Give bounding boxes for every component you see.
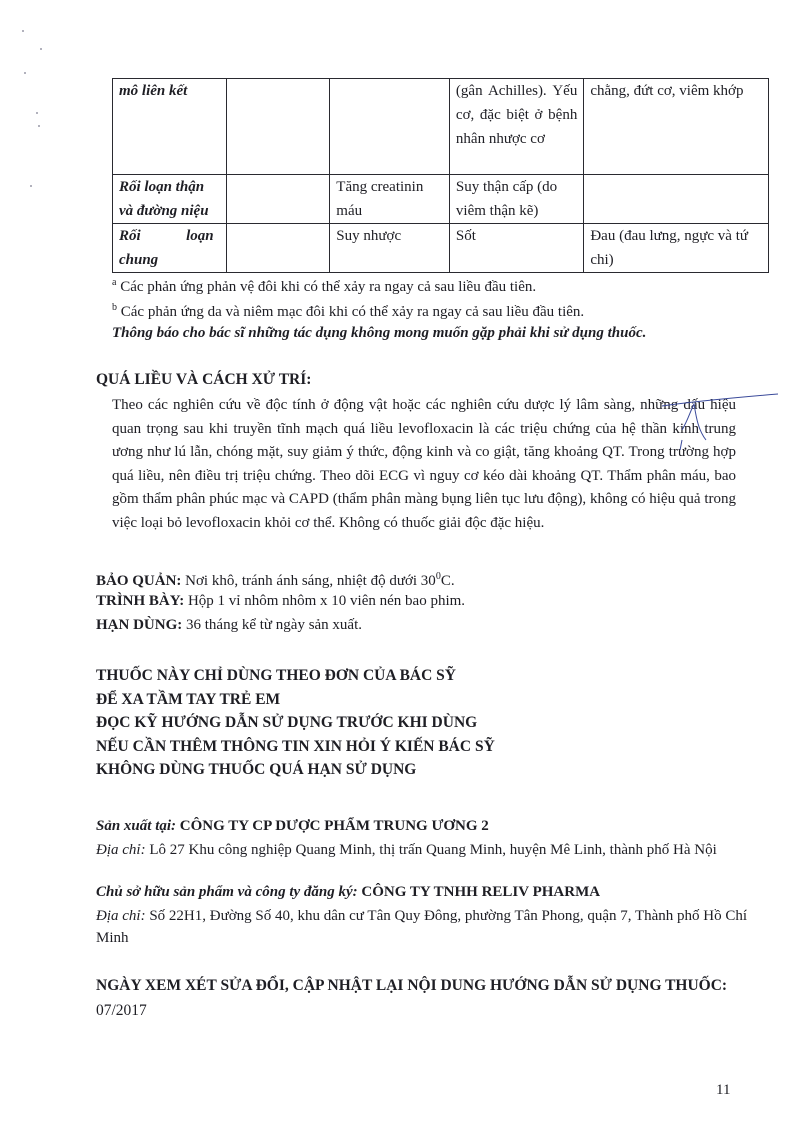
page-number: 11 xyxy=(716,1082,731,1098)
overdose-heading: QUÁ LIỀU VÀ CÁCH XỬ TRÍ: xyxy=(96,371,312,388)
table-cell xyxy=(226,175,330,224)
presentation-line: TRÌNH BÀY: Hộp 1 vỉ nhôm nhôm x 10 viên nén bao phim. xyxy=(96,593,466,609)
expiry-line: HẠN DÙNG: 36 tháng kể từ ngày sản xuất. xyxy=(96,617,363,633)
table-cell: (gân Achilles). Yếu cơ, đặc biệt ở bệnh nhân nhược cơ xyxy=(449,79,583,175)
overdose-body: Theo các nghiên cứu về độc tính ở động vật hoặc các nghiên cứu dược lý lâm sàng, những dấu hiệu quan trọng sau khi truyền tĩnh mạch quá liều levofloxacin là các triệu chứng của hệ thần kinh trung ương như lú lẫn, chóng mặt, suy giảm ý thức, động kinh và co giật, tăng khoảng QT. Trong trường hợp quá liều, nên điều trị triệu chứng. Theo dõi ECG vì nguy cơ kéo dài khoảng QT. Thẩm phân máu, bao gồm thẩm phân phúc mạc và CAPD (thẩm phân màng bụng liên tục lưu động), không có hiệu quả trong việc loại bỏ levofloxacin khỏi cơ thể. Không có thuốc giải độc đặc hiệu. xyxy=(112,397,736,531)
pen-mark-icon xyxy=(660,390,780,450)
scan-speck xyxy=(38,125,40,127)
table-cell: Suy nhược xyxy=(330,224,450,273)
table-cell: Suy thận cấp (do viêm thận kẽ) xyxy=(449,175,583,224)
storage-line: BẢO QUẢN: Nơi khô, tránh ánh sáng, nhiệt độ dưới $30^0C$. xyxy=(96,571,455,589)
table-row xyxy=(113,79,769,175)
scan-speck xyxy=(22,30,24,32)
scan-speck xyxy=(40,48,42,50)
table-cell xyxy=(226,224,330,273)
owner-name: Chủ sở hữu sản phẩm và công ty đăng ký: CÔNG TY TNHH RELIV PHARMA xyxy=(96,884,601,900)
scan-speck xyxy=(36,112,38,114)
warning-line: ĐỌC KỸ HƯỚNG DẪN SỬ DỤNG TRƯỚC KHI DÙNG xyxy=(96,714,478,731)
manufacturer-block xyxy=(96,815,748,861)
warnings-block xyxy=(96,664,495,782)
warning-line: NẾU CẦN THÊM THÔNG TIN XIN HỎI Ý KIẾN BÁC SỸ xyxy=(96,737,495,755)
owner-address: Địa chỉ: Số 22H1, Đường Số 40, khu dân cư Tân Quy Đông, phường Tân Phong, quận 7, Thành phố Hồ Chí Minh xyxy=(96,908,748,946)
footnote-a: $^a$ Các phản ứng phản vệ đôi khi có thể xảy ra ngay cả sau liều đầu tiên. xyxy=(112,277,537,295)
table-row xyxy=(113,175,769,224)
adverse-effects-table xyxy=(112,78,769,273)
table-cell: chằng, đứt cơ, viêm khớp xyxy=(584,79,769,175)
manufacturer-address: Địa chỉ: Lô 27 Khu công nghiệp Quang Minh, thị trấn Quang Minh, huyện Mê Linh, thành phố Hà Nội xyxy=(96,842,717,858)
table-cell xyxy=(584,175,769,224)
table-cell-category: Rối loạn chung xyxy=(113,224,227,273)
table-row xyxy=(113,224,769,273)
scan-speck xyxy=(24,72,26,74)
table-cell-category: Rối loạn thận và đường niệu xyxy=(113,175,227,224)
table-cell-category: mô liên kết xyxy=(113,79,227,175)
warning-line: THUỐC NÀY CHỈ DÙNG THEO ĐƠN CỦA BÁC SỸ xyxy=(96,667,456,684)
table-cell: Sốt xyxy=(449,224,583,273)
owner-block xyxy=(96,881,748,949)
scan-speck xyxy=(30,185,32,187)
table-cell xyxy=(330,79,450,175)
warning-line: KHÔNG DÙNG THUỐC QUÁ HẠN SỬ DỤNG xyxy=(96,761,417,778)
footnote-b: $^b$ Các phản ứng da và niêm mạc đôi khi có thể xảy ra ngay cả sau liều đầu tiên. xyxy=(112,302,585,320)
table-cell xyxy=(226,79,330,175)
table-cell: Đau (đau lưng, ngực và tứ chi) xyxy=(584,224,769,273)
revision-date-block: NGÀY XEM XÉT SỬA ĐỔI, CẬP NHẬT LẠI NỘI DUNG HƯỚNG DẪN SỬ DỤNG THUỐC: 07/2017 xyxy=(96,977,728,1019)
table-cell: Tăng creatinin máu xyxy=(330,175,450,224)
report-side-effects-note: Thông báo cho bác sĩ những tác dụng không mong muốn gặp phải khi sử dụng thuốc. xyxy=(112,325,647,341)
manufacturer-name: Sản xuất tại: CÔNG TY CP DƯỢC PHẨM TRUNG ƯƠNG 2 xyxy=(96,818,489,834)
warning-line: ĐỂ XA TẦM TAY TRẺ EM xyxy=(96,690,281,708)
